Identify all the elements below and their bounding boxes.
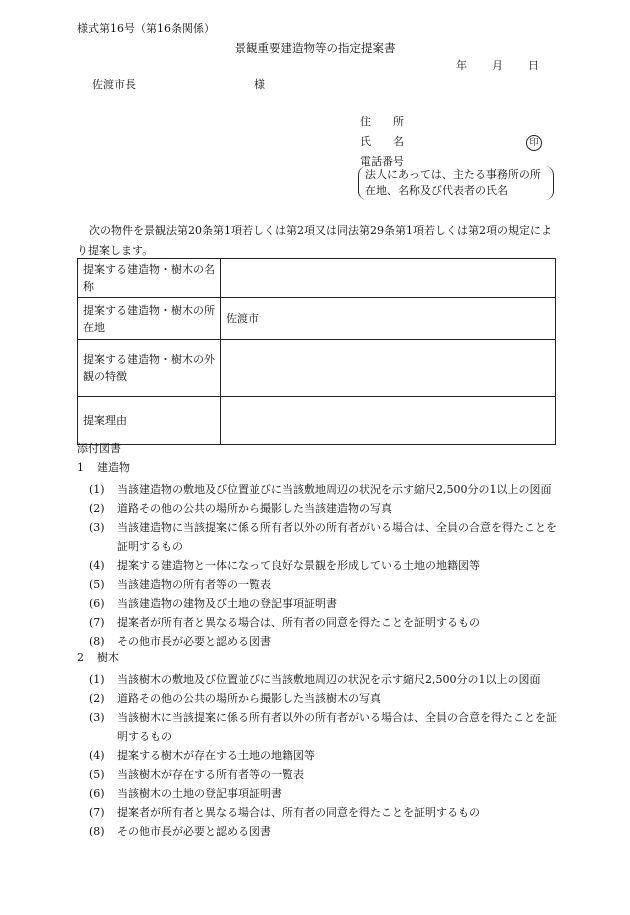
row-label-name: 提案する建造物・樹木の名称: [78, 259, 221, 298]
attachments: [77, 442, 557, 841]
list-item: [77, 480, 557, 499]
item-text: 当該樹木が存在する所有者等の一覧表: [117, 768, 304, 781]
seal-mark: 印: [526, 135, 542, 151]
item-text: 当該建造物の所有者等の一覧表: [117, 578, 271, 591]
item-number: (4): [89, 559, 105, 572]
item-number: (6): [89, 787, 105, 800]
address-row[interactable]: [360, 115, 420, 135]
date-day-slot[interactable]: 日: [528, 59, 539, 72]
item-text: 道路その他の公共の場所から撮影した当該建造物の写真: [117, 502, 392, 515]
table-row: [78, 298, 556, 340]
list-item: [77, 556, 557, 575]
list-item: [77, 689, 557, 708]
section-number: 1: [77, 461, 84, 474]
item-text: 道路その他の公共の場所から撮影した当該樹木の写真: [117, 692, 381, 705]
row-label-location: 提案する建造物・樹木の所在地: [78, 298, 221, 340]
item-number: (6): [89, 597, 105, 610]
section-title: 樹木: [97, 651, 119, 664]
list-item: [77, 746, 557, 765]
item-number: (4): [89, 749, 105, 762]
date-month-slot[interactable]: 月: [492, 59, 503, 72]
list-item: [77, 803, 557, 822]
row-value-name[interactable]: [221, 259, 556, 298]
name-label: 氏 名: [360, 135, 404, 148]
item-text: 当該建造物の建物及び土地の登記事項証明書: [117, 597, 337, 610]
document-title: 景観重要建造物等の指定提案書: [234, 41, 396, 55]
address-label: 住 所: [360, 115, 404, 128]
item-number: (1): [89, 673, 105, 686]
list-item: [77, 518, 557, 556]
list-item: [77, 708, 557, 746]
date-line: [456, 59, 539, 74]
item-text: 当該建造物に当該提案に係る所有者以外の所有者がいる場合は、全員の合意を得たことを証明するもの: [117, 521, 557, 553]
section-heading: [77, 461, 557, 480]
item-number: (1): [89, 483, 105, 496]
item-text: 提案する樹木が存在する土地の地籍図等: [117, 749, 315, 762]
form-number: 様式第16号（第16条関係）: [77, 22, 215, 35]
item-text: 当該樹木に当該提案に係る所有者以外の所有者がいる場合は、全員の合意を得たことを証明するもの: [117, 711, 557, 743]
list-item: [77, 594, 557, 613]
list-item: [77, 499, 557, 518]
item-text: その他市長が必要と認める図書: [117, 825, 271, 838]
name-row[interactable]: [360, 135, 539, 155]
list-item: [77, 784, 557, 803]
item-number: (5): [89, 578, 105, 591]
section-title: 建造物: [97, 461, 130, 474]
item-number: (7): [89, 616, 105, 629]
section-number: 2: [77, 651, 84, 664]
list-item: [77, 632, 557, 651]
row-label-features: 提案する建造物・樹木の外観の特徴: [78, 340, 221, 397]
item-number: (2): [89, 692, 105, 705]
item-text: 提案者が所有者と異なる場合は、所有者の同意を得たことを証明するもの: [117, 616, 480, 629]
item-text: その他市長が必要と認める図書: [117, 635, 271, 648]
proposal-table: [77, 258, 556, 445]
row-label-reason: 提案理由: [78, 397, 221, 445]
item-text: 当該建造物の敷地及び位置並びに当該敷地周辺の状況を示す縮尺2,500分の1以上の図面: [117, 483, 552, 496]
section-heading: [77, 651, 557, 670]
list-item: [77, 613, 557, 632]
item-text: 提案者が所有者と異なる場合は、所有者の同意を得たことを証明するもの: [117, 806, 480, 819]
item-number: (3): [89, 521, 105, 534]
list-item: [77, 822, 557, 841]
list-item: [77, 575, 557, 594]
row-value-location[interactable]: 佐渡市: [221, 298, 556, 340]
table-row: [78, 340, 556, 397]
item-number: (7): [89, 806, 105, 819]
item-text: 当該樹木の土地の登記事項証明書: [117, 787, 282, 800]
date-year-slot[interactable]: 年: [456, 59, 467, 72]
list-item: [77, 670, 557, 689]
addressee: [92, 78, 265, 93]
row-value-reason[interactable]: [221, 397, 556, 445]
item-text: 当該樹木の敷地及び位置並びに当該敷地周辺の状況を示す縮尺2,500分の1以上の図面: [117, 673, 541, 686]
item-number: (2): [89, 502, 105, 515]
list-item: [77, 765, 557, 784]
table-row: [78, 259, 556, 298]
item-number: (8): [89, 825, 105, 838]
addressee-suffix: 様: [254, 78, 265, 91]
addressee-name: 佐渡市長: [92, 78, 136, 91]
phone-label: 電話番号: [360, 155, 404, 168]
corporate-note: 法人にあっては、主たる事務所の所在地、名称及び代表者の氏名: [358, 166, 554, 200]
item-text: 提案する建造物と一体になって良好な景観を形成している土地の地籍図等: [117, 559, 480, 572]
intro-text: 次の物件を景観法第20条第1項若しくは第2項又は同法第29条第1項若しくは第2項の規定により提案します。: [77, 224, 552, 257]
attachments-title: 添付図書: [77, 442, 121, 455]
row-value-features[interactable]: [221, 340, 556, 397]
table-row: [78, 397, 556, 445]
item-number: (3): [89, 711, 105, 724]
item-number: (8): [89, 635, 105, 648]
item-number: (5): [89, 768, 105, 781]
